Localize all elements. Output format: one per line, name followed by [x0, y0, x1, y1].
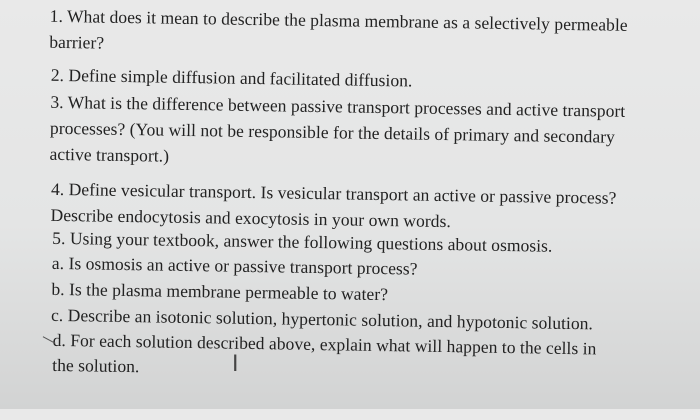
question-4: 4. Define vesicular transport. Is vesicular transport an active or passive process? — [50, 178, 617, 208]
question-5: 5. Using your textbook, answer the following questions about osmosis. — [52, 227, 553, 256]
question-5c: c. Describe an isotonic solution, hypertonic solution, and hypotonic solution. — [50, 304, 594, 334]
question-2: 2. Define simple diffusion and facilitated diffusion. — [50, 64, 413, 91]
question-3: 3. What is the difference between passive transport processes and active transport — [50, 91, 626, 121]
question-3-continued: processes? (You will not be responsible for the details of primary and secondary — [49, 117, 616, 147]
question-4-continued: Describe endocytosis and exocytosis in your own words. — [50, 204, 452, 232]
question-5d: d. For each solution described above, explain what will happen to the cells in — [52, 329, 597, 359]
question-5d-continued: the solution. — [52, 354, 140, 377]
question-1-continued: barrier? — [49, 31, 105, 53]
question-1: 1. What does it mean to describe the plasma membrane as a selectively permeable — [49, 5, 628, 35]
question-5b: b. Is the plasma membrane permeable to water? — [51, 278, 389, 305]
text-cursor-icon: I — [232, 352, 239, 377]
question-5a: a. Is osmosis an active or passive transport process? — [51, 252, 418, 279]
question-3-continued-2: active transport.) — [49, 143, 170, 166]
